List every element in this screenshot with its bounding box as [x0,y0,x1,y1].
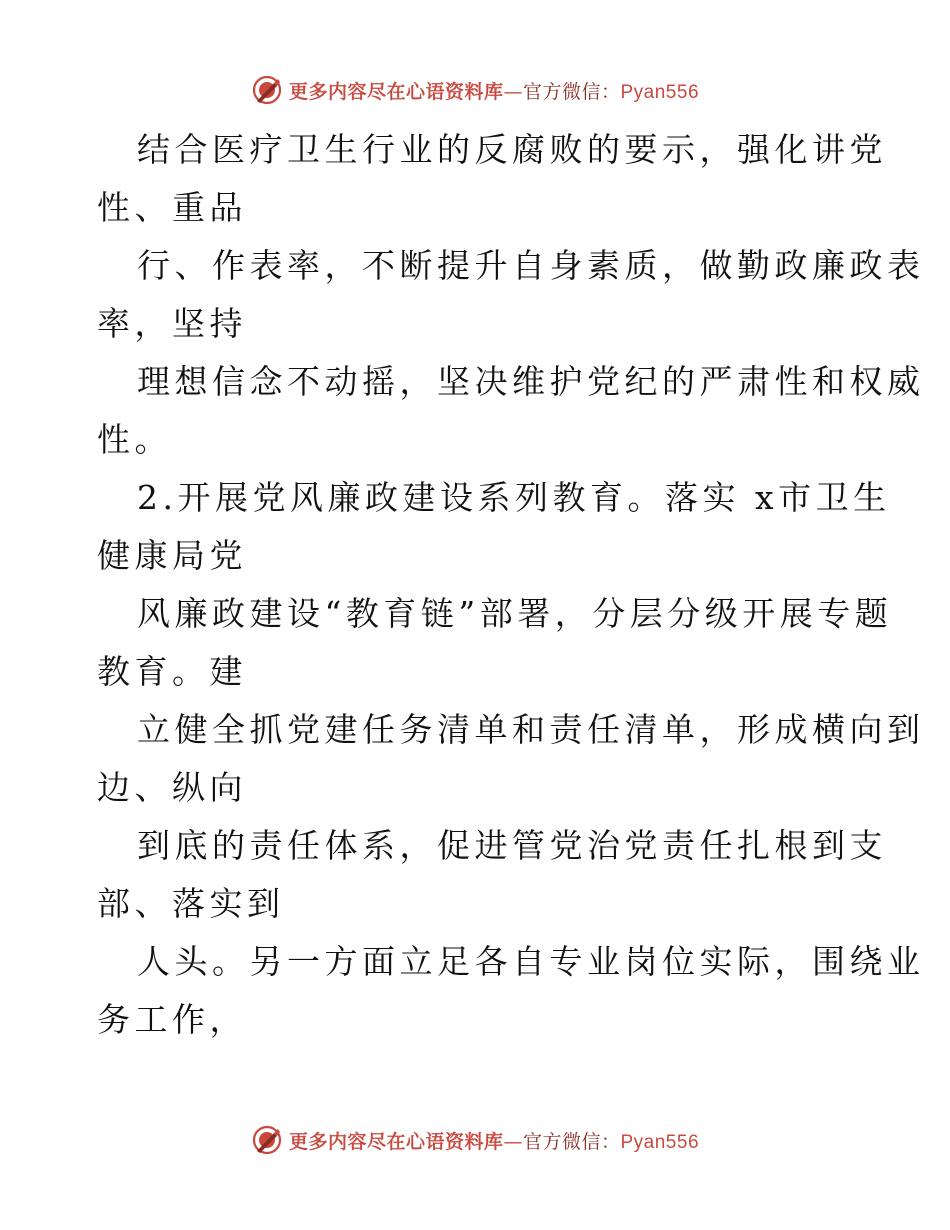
text-line: 务工作， [97,1000,247,1039]
header-watermark [0,70,950,110]
text-line: 部、落实到 [97,884,285,923]
text-line: 人头。另一方面立足各自专业岗位实际，围绕业 [137,942,925,981]
text-line: 教育。建 [97,652,247,691]
text-line: 性。 [97,420,172,459]
watermark-sub-text: 官方微信： [522,80,621,103]
watermark-main-text: 更多内容尽在心语资料库 [288,1130,504,1153]
text-line: 到底的责任体系，促进管党治党责任扎根到支 [137,826,887,865]
text-line: 性、重品 [97,188,247,227]
text-line: 立健全抓党建任务清单和责任清单，形成横向到 [137,710,925,749]
text-line: 行、作表率，不断提升自身素质，做勤政廉政表 [137,246,925,285]
document-body [97,121,925,1049]
text-line: 风廉政建设“教育链”部署，分层分级开展专题 [137,594,893,633]
watermark-main-text: 更多内容尽在心语资料库 [288,80,504,103]
watermark-dash: — [503,1130,523,1153]
text-line: 健康局党 [97,536,247,575]
text-line: 结合医疗卫生行业的反腐败的要示，强化讲党 [137,130,887,169]
text-line: 2.开展党风廉政建设系列教育。落实 x市卫生 [137,478,891,517]
watermark-dash: — [503,80,523,103]
pen-logo-icon [251,1124,283,1156]
text-line: 率，坚持 [97,304,247,343]
watermark-sub-text: 官方微信： [522,1130,621,1153]
pen-logo-icon [251,74,283,106]
watermark-id-text: Pyan556 [620,1131,700,1153]
text-line: 边、纵向 [97,768,247,807]
watermark-id-text: Pyan556 [620,81,700,103]
text-line: 理想信念不动摇，坚决维护党纪的严肃性和权威 [137,362,925,401]
footer-watermark [0,1120,950,1160]
